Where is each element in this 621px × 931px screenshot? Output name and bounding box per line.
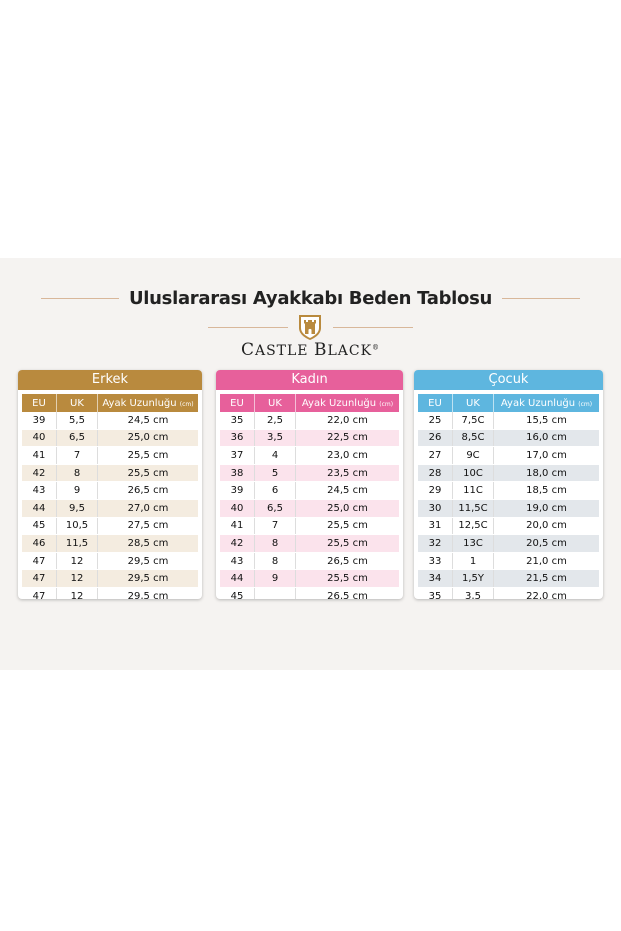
cell-length: 21,5 cm	[494, 570, 600, 588]
table-row	[22, 464, 198, 482]
cell-eu: 41	[22, 447, 57, 465]
cell-length: 22,0 cm	[296, 412, 400, 429]
cell-eu: 39	[22, 412, 57, 429]
cell-eu: 40	[220, 499, 255, 517]
cell-eu: 28	[418, 464, 453, 482]
table-row	[418, 552, 599, 570]
cell-uk: 9	[57, 482, 98, 500]
cell-eu: 26	[418, 429, 453, 447]
cell-eu: 45	[22, 517, 57, 535]
cell-eu: 25	[418, 412, 453, 429]
cell-length: 26,5 cm	[98, 482, 199, 500]
cell-eu: 47	[22, 552, 57, 570]
cell-uk: 12	[57, 587, 98, 599]
table-row	[22, 429, 198, 447]
cell-length: 27,0 cm	[98, 499, 199, 517]
table-row	[220, 429, 399, 447]
table-row	[418, 499, 599, 517]
cell-uk: 12	[57, 552, 98, 570]
table-row	[220, 517, 399, 535]
cell-uk: 10,5	[57, 517, 98, 535]
cell-length: 29,5 cm	[98, 552, 199, 570]
cell-eu: 37	[220, 447, 255, 465]
cell-eu: 35	[418, 587, 453, 599]
cell-uk: 9	[255, 570, 296, 588]
cell-uk: 11,5	[57, 535, 98, 553]
cell-eu: 34	[418, 570, 453, 588]
cell-length: 25,5 cm	[98, 447, 199, 465]
table-row	[220, 587, 399, 599]
cell-uk: 7,5C	[453, 412, 494, 429]
cell-length: 17,0 cm	[494, 447, 600, 465]
cell-uk: 13C	[453, 535, 494, 553]
cell-length: 26,5 cm	[296, 587, 400, 599]
cell-uk: 6,5	[57, 429, 98, 447]
cell-uk: 5	[255, 464, 296, 482]
cell-uk: 2,5	[255, 412, 296, 429]
table-row	[220, 570, 399, 588]
cell-uk: 12,5C	[453, 517, 494, 535]
cell-length: 22,5 cm	[296, 429, 400, 447]
cell-uk: 7	[255, 517, 296, 535]
cell-length: 25,5 cm	[296, 517, 400, 535]
cell-eu: 35	[220, 412, 255, 429]
cell-length: 16,0 cm	[494, 429, 600, 447]
table-row	[418, 464, 599, 482]
table-row	[418, 429, 599, 447]
table-row	[220, 447, 399, 465]
size-table-erkek	[18, 370, 202, 599]
cell-length: 26,5 cm	[296, 552, 400, 570]
column-header-length: Ayak Uzunluğu (cm)	[98, 394, 199, 412]
column-header-length: Ayak Uzunluğu (cm)	[494, 394, 600, 412]
logo-rule-left	[208, 327, 288, 328]
table-row	[220, 464, 399, 482]
cell-length: 18,0 cm	[494, 464, 600, 482]
table-row	[22, 517, 198, 535]
cell-uk: 1	[453, 552, 494, 570]
cell-uk: 5,5	[57, 412, 98, 429]
cell-uk: 9,5	[57, 499, 98, 517]
table-row	[220, 412, 399, 429]
cell-length: 29,5 cm	[98, 587, 199, 599]
cell-eu: 43	[22, 482, 57, 500]
title-row	[0, 283, 621, 313]
table-row	[418, 482, 599, 500]
table-row	[22, 587, 198, 599]
table-title: Erkek	[18, 370, 202, 390]
table-row	[22, 570, 198, 588]
cell-uk: 6,5	[255, 499, 296, 517]
table-header-row	[220, 394, 399, 412]
cell-eu: 47	[22, 570, 57, 588]
page-title: Uluslararası Ayakkabı Beden Tablosu	[128, 287, 493, 309]
cell-eu: 43	[220, 552, 255, 570]
size-table	[22, 394, 198, 599]
cell-eu: 33	[418, 552, 453, 570]
cell-eu: 39	[220, 482, 255, 500]
cell-uk: 8	[57, 464, 98, 482]
table-row	[418, 517, 599, 535]
cell-length: 27,5 cm	[98, 517, 199, 535]
castle-shield-icon	[296, 313, 324, 341]
column-header-eu: EU	[220, 394, 255, 412]
cell-uk: 10C	[453, 464, 494, 482]
cell-uk: 12	[57, 570, 98, 588]
cell-uk	[255, 587, 296, 599]
cell-uk: 6	[255, 482, 296, 500]
column-header-eu: EU	[22, 394, 57, 412]
cell-eu: 36	[220, 429, 255, 447]
cell-length: 18,5 cm	[494, 482, 600, 500]
table-row	[22, 482, 198, 500]
cell-length: 20,0 cm	[494, 517, 600, 535]
cell-length: 22,0 cm	[494, 587, 600, 599]
table-row	[22, 412, 198, 429]
column-header-length: Ayak Uzunluğu (cm)	[296, 394, 400, 412]
cell-eu: 42	[22, 464, 57, 482]
cell-uk: 1,5Y	[453, 570, 494, 588]
table-row	[418, 412, 599, 429]
cell-eu: 27	[418, 447, 453, 465]
table-header-row	[418, 394, 599, 412]
cell-length: 23,5 cm	[296, 464, 400, 482]
table-row	[220, 482, 399, 500]
cell-length: 23,0 cm	[296, 447, 400, 465]
cell-uk: 11C	[453, 482, 494, 500]
table-row	[22, 499, 198, 517]
cell-length: 24,5 cm	[98, 412, 199, 429]
column-header-uk: UK	[453, 394, 494, 412]
cell-eu: 46	[22, 535, 57, 553]
cell-uk: 8,5C	[453, 429, 494, 447]
cell-eu: 47	[22, 587, 57, 599]
table-row	[22, 535, 198, 553]
cell-uk: 8	[255, 552, 296, 570]
title-rule-right	[502, 298, 580, 299]
cell-eu: 38	[220, 464, 255, 482]
cell-length: 25,5 cm	[296, 570, 400, 588]
cell-uk: 3,5	[255, 429, 296, 447]
table-header-row	[22, 394, 198, 412]
cell-uk: 4	[255, 447, 296, 465]
cell-eu: 42	[220, 535, 255, 553]
cell-length: 28,5 cm	[98, 535, 199, 553]
brand-logo-text: CASTLE BLACK®	[240, 340, 381, 360]
table-row	[220, 499, 399, 517]
table-title: Çocuk	[414, 370, 603, 390]
cell-length: 25,5 cm	[98, 464, 199, 482]
table-row	[418, 587, 599, 599]
column-header-uk: UK	[255, 394, 296, 412]
title-rule-left	[41, 298, 119, 299]
cell-eu: 32	[418, 535, 453, 553]
cell-uk: 9C	[453, 447, 494, 465]
cell-eu: 40	[22, 429, 57, 447]
cell-length: 25,5 cm	[296, 535, 400, 553]
logo-rule-right	[333, 327, 413, 328]
table-row	[418, 535, 599, 553]
cell-length: 25,0 cm	[296, 499, 400, 517]
column-header-uk: UK	[57, 394, 98, 412]
cell-length: 29,5 cm	[98, 570, 199, 588]
table-row	[22, 552, 198, 570]
size-table-cocuk	[414, 370, 603, 599]
cell-eu: 29	[418, 482, 453, 500]
cell-length: 19,0 cm	[494, 499, 600, 517]
table-row	[220, 552, 399, 570]
cell-eu: 30	[418, 499, 453, 517]
column-header-eu: EU	[418, 394, 453, 412]
table-row	[220, 535, 399, 553]
cell-length: 21,0 cm	[494, 552, 600, 570]
cell-uk: 3,5	[453, 587, 494, 599]
cell-eu: 44	[220, 570, 255, 588]
size-table	[418, 394, 599, 599]
cell-eu: 45	[220, 587, 255, 599]
cell-length: 24,5 cm	[296, 482, 400, 500]
cell-uk: 7	[57, 447, 98, 465]
cell-eu: 44	[22, 499, 57, 517]
cell-eu: 41	[220, 517, 255, 535]
cell-eu: 31	[418, 517, 453, 535]
size-table-kadin	[216, 370, 403, 599]
cell-length: 25,0 cm	[98, 429, 199, 447]
size-table	[220, 394, 399, 599]
table-row	[418, 570, 599, 588]
table-row	[22, 447, 198, 465]
table-title: Kadın	[216, 370, 403, 390]
cell-length: 15,5 cm	[494, 412, 600, 429]
cell-length: 20,5 cm	[494, 535, 600, 553]
table-row	[418, 447, 599, 465]
cell-uk: 11,5C	[453, 499, 494, 517]
cell-uk: 8	[255, 535, 296, 553]
